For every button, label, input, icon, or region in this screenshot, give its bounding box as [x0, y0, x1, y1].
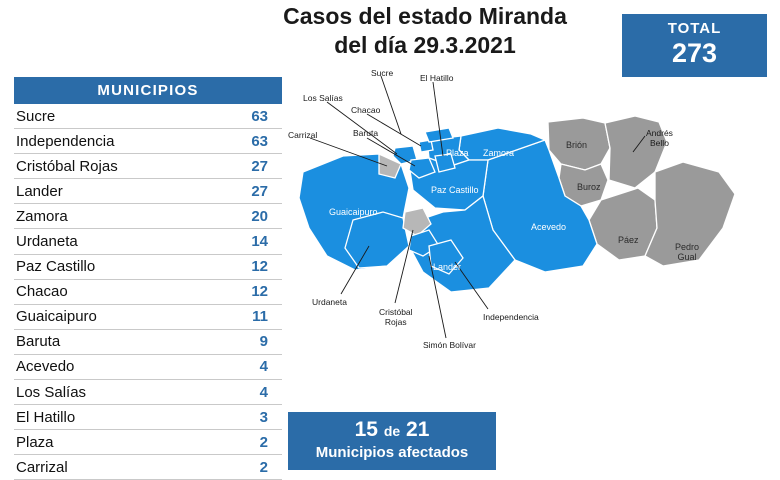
map-label: Sucre: [371, 68, 394, 78]
map-label: Buroz: [577, 182, 601, 192]
municipio-count: 2: [259, 458, 268, 476]
miranda-map: [283, 60, 780, 405]
table-body: [14, 104, 282, 480]
municipio-name: Urdaneta: [16, 233, 78, 251]
municipio-count: 27: [251, 182, 268, 200]
municipio-count: 27: [251, 157, 268, 175]
map-label: Andrés Bello: [646, 128, 673, 148]
municipio-name: Acevedo: [16, 358, 75, 376]
map-label: Simón Bolívar: [423, 340, 476, 350]
page-title: [250, 2, 600, 60]
affected-count-line: [288, 418, 496, 442]
municipio-name: Los Salías: [16, 383, 87, 401]
municipio-count: 11: [252, 308, 268, 326]
map-label: El Hatillo: [420, 73, 454, 83]
map-label: Plaza: [446, 148, 469, 158]
table-header: MUNICIPIOS: [14, 77, 282, 104]
municipio-count: 9: [259, 333, 268, 351]
municipio-name: Lander: [16, 182, 63, 200]
map-label: Independencia: [483, 312, 539, 322]
title-line-1: Casos del estado Miranda: [283, 3, 567, 29]
affected-badge: [288, 412, 496, 470]
municipio-count: 12: [251, 258, 268, 276]
map-label: Páez: [618, 235, 639, 245]
municipio-count: 63: [251, 132, 268, 150]
affected-de: de: [383, 423, 401, 439]
table-row: [14, 179, 282, 204]
table-row: [14, 380, 282, 405]
map-label: Zamora: [483, 148, 515, 158]
affected-total: 21: [406, 418, 430, 441]
municipio-name: Chacao: [16, 283, 68, 301]
map-label: Guaicaipuro: [329, 207, 378, 217]
municipio-count: 3: [259, 408, 268, 426]
map-label: Lander: [433, 262, 462, 272]
municipio-count: 14: [251, 233, 268, 251]
municipio-name: Cristóbal Rojas: [16, 157, 118, 175]
map-label: Cristóbal Rojas: [379, 307, 413, 327]
table-row: [14, 280, 282, 305]
map-label: Paz Castillo: [431, 185, 479, 195]
municipio-count: 2: [259, 433, 268, 451]
total-label: TOTAL: [667, 20, 722, 37]
table-row: [14, 330, 282, 355]
map-label: Carrizal: [288, 130, 318, 140]
municipios-table: [14, 77, 282, 480]
municipio-name: Independencia: [16, 132, 115, 150]
table-row: [14, 129, 282, 154]
municipio-name: Zamora: [16, 207, 68, 225]
map-label: Acevedo: [531, 222, 567, 232]
municipio-name: Sucre: [16, 107, 56, 125]
map-label: Baruta: [353, 128, 379, 138]
table-row: [14, 355, 282, 380]
map-region-urdaneta: [345, 212, 409, 268]
municipio-count: 63: [251, 107, 268, 125]
map-label: Chacao: [351, 105, 381, 115]
map-label: Pedro Gual: [675, 242, 700, 262]
title-line-2: del día 29.3.2021: [334, 32, 516, 58]
table-row: [14, 455, 282, 480]
table-row: [14, 104, 282, 129]
municipio-name: Guaicaipuro: [16, 308, 97, 326]
municipio-name: Paz Castillo: [16, 258, 96, 276]
municipio-count: 20: [251, 207, 268, 225]
municipio-count: 4: [259, 383, 268, 401]
affected-count: 15: [354, 418, 378, 441]
municipio-name: Carrizal: [16, 458, 68, 476]
table-row: [14, 305, 282, 330]
municipio-name: Plaza: [16, 433, 54, 451]
table-row: [14, 204, 282, 229]
total-value: 273: [671, 38, 718, 68]
table-row: [14, 229, 282, 254]
table-row: [14, 154, 282, 179]
municipio-name: Baruta: [16, 333, 61, 351]
table-row: [14, 255, 282, 280]
table-row: [14, 405, 282, 430]
table-row: [14, 430, 282, 455]
municipio-count: 4: [259, 358, 268, 376]
affected-caption: Municipios afectados: [315, 444, 469, 461]
map-label: Los Salías: [303, 93, 343, 103]
municipio-name: El Hatillo: [16, 408, 76, 426]
map-label: Brión: [566, 140, 588, 150]
map-label: Urdaneta: [312, 297, 347, 307]
municipio-count: 12: [251, 283, 268, 301]
